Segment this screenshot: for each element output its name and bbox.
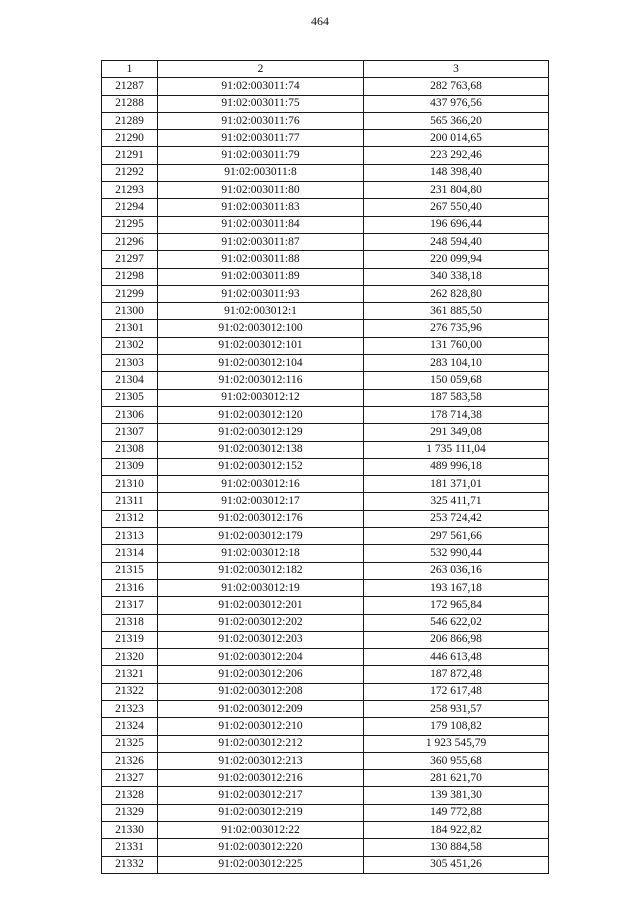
value-cell: 282 763,68 <box>364 78 549 95</box>
cadastral-number-cell: 91:02:003011:93 <box>158 285 364 302</box>
row-number-cell: 21305 <box>102 389 158 406</box>
row-number-cell: 21291 <box>102 147 158 164</box>
cadastral-number-cell: 91:02:003012:212 <box>158 735 364 752</box>
column-header-1: 1 <box>102 61 158 78</box>
row-number-cell: 21322 <box>102 683 158 700</box>
row-number-cell: 21287 <box>102 78 158 95</box>
row-number-cell: 21292 <box>102 164 158 181</box>
table-row <box>102 389 549 406</box>
cadastral-number-cell: 91:02:003012:202 <box>158 614 364 631</box>
row-number-cell: 21312 <box>102 510 158 527</box>
table-row <box>102 856 549 873</box>
table-row <box>102 839 549 856</box>
row-number-cell: 21330 <box>102 822 158 839</box>
cadastral-number-cell: 91:02:003012:138 <box>158 441 364 458</box>
value-cell: 178 714,38 <box>364 406 549 423</box>
cadastral-number-cell: 91:02:003012:18 <box>158 545 364 562</box>
value-cell: 1 735 111,04 <box>364 441 549 458</box>
value-cell: 172 965,84 <box>364 597 549 614</box>
row-number-cell: 21301 <box>102 320 158 337</box>
row-number-cell: 21317 <box>102 597 158 614</box>
table-row <box>102 147 549 164</box>
value-cell: 258 931,57 <box>364 700 549 717</box>
cadastral-number-cell: 91:02:003011:74 <box>158 78 364 95</box>
value-cell: 248 594,40 <box>364 233 549 250</box>
table-row <box>102 562 549 579</box>
value-cell: 446 613,48 <box>364 649 549 666</box>
row-number-cell: 21323 <box>102 700 158 717</box>
row-number-cell: 21296 <box>102 233 158 250</box>
row-number-cell: 21288 <box>102 95 158 112</box>
table-row <box>102 528 549 545</box>
table-row <box>102 718 549 735</box>
cadastral-number-cell: 91:02:003012:179 <box>158 528 364 545</box>
cadastral-number-cell: 91:02:003012:19 <box>158 579 364 596</box>
row-number-cell: 21302 <box>102 337 158 354</box>
cadastral-number-cell: 91:02:003012:208 <box>158 683 364 700</box>
table-body <box>102 78 549 874</box>
column-header-3: 3 <box>364 61 549 78</box>
cadastral-number-cell: 91:02:003011:83 <box>158 199 364 216</box>
value-cell: 206 866,98 <box>364 631 549 648</box>
value-cell: 253 724,42 <box>364 510 549 527</box>
row-number-cell: 21306 <box>102 406 158 423</box>
row-number-cell: 21331 <box>102 839 158 856</box>
cadastral-number-cell: 91:02:003012:1 <box>158 303 364 320</box>
table-row <box>102 579 549 596</box>
row-number-cell: 21309 <box>102 458 158 475</box>
row-number-cell: 21298 <box>102 268 158 285</box>
cadastral-number-cell: 91:02:003012:216 <box>158 770 364 787</box>
cadastral-number-cell: 91:02:003012:225 <box>158 856 364 873</box>
table-row <box>102 683 549 700</box>
value-cell: 489 996,18 <box>364 458 549 475</box>
table-row <box>102 752 549 769</box>
cadastral-number-cell: 91:02:003011:8 <box>158 164 364 181</box>
cadastral-number-cell: 91:02:003012:213 <box>158 752 364 769</box>
cadastral-number-cell: 91:02:003012:16 <box>158 476 364 493</box>
value-cell: 184 922,82 <box>364 822 549 839</box>
value-cell: 532 990,44 <box>364 545 549 562</box>
table-row <box>102 770 549 787</box>
cadastral-number-cell: 91:02:003012:209 <box>158 700 364 717</box>
cadastral-number-cell: 91:02:003011:79 <box>158 147 364 164</box>
row-number-cell: 21315 <box>102 562 158 579</box>
row-number-cell: 21327 <box>102 770 158 787</box>
table-row <box>102 510 549 527</box>
row-number-cell: 21297 <box>102 251 158 268</box>
table-row <box>102 337 549 354</box>
cadastral-number-cell: 91:02:003012:116 <box>158 372 364 389</box>
column-header-2: 2 <box>158 61 364 78</box>
value-cell: 283 104,10 <box>364 355 549 372</box>
value-cell: 267 550,40 <box>364 199 549 216</box>
table-row <box>102 614 549 631</box>
value-cell: 150 059,68 <box>364 372 549 389</box>
table-row <box>102 233 549 250</box>
value-cell: 325 411,71 <box>364 493 549 510</box>
value-cell: 565 366,20 <box>364 112 549 129</box>
table-row <box>102 216 549 233</box>
row-number-cell: 21299 <box>102 285 158 302</box>
value-cell: 361 885,50 <box>364 303 549 320</box>
cadastral-number-cell: 91:02:003012:152 <box>158 458 364 475</box>
row-number-cell: 21293 <box>102 182 158 199</box>
table-row <box>102 787 549 804</box>
value-cell: 276 735,96 <box>364 320 549 337</box>
value-cell: 130 884,58 <box>364 839 549 856</box>
cadastral-number-cell: 91:02:003012:201 <box>158 597 364 614</box>
row-number-cell: 21304 <box>102 372 158 389</box>
table-row <box>102 597 549 614</box>
row-number-cell: 21332 <box>102 856 158 873</box>
row-number-cell: 21324 <box>102 718 158 735</box>
table-row <box>102 700 549 717</box>
cadastral-number-cell: 91:02:003012:217 <box>158 787 364 804</box>
table-row <box>102 804 549 821</box>
row-number-cell: 21308 <box>102 441 158 458</box>
value-cell: 437 976,56 <box>364 95 549 112</box>
row-number-cell: 21313 <box>102 528 158 545</box>
cadastral-number-cell: 91:02:003012:203 <box>158 631 364 648</box>
cadastral-number-cell: 91:02:003011:75 <box>158 95 364 112</box>
row-number-cell: 21294 <box>102 199 158 216</box>
cadastral-number-cell: 91:02:003012:104 <box>158 355 364 372</box>
table-row <box>102 631 549 648</box>
value-cell: 231 804,80 <box>364 182 549 199</box>
table-row <box>102 95 549 112</box>
value-cell: 187 872,48 <box>364 666 549 683</box>
table-row <box>102 320 549 337</box>
table-row <box>102 649 549 666</box>
row-number-cell: 21314 <box>102 545 158 562</box>
cadastral-number-cell: 91:02:003011:76 <box>158 112 364 129</box>
row-number-cell: 21326 <box>102 752 158 769</box>
value-cell: 181 371,01 <box>364 476 549 493</box>
table-row <box>102 268 549 285</box>
row-number-cell: 21325 <box>102 735 158 752</box>
table-row <box>102 735 549 752</box>
cadastral-number-cell: 91:02:003012:182 <box>158 562 364 579</box>
value-cell: 220 099,94 <box>364 251 549 268</box>
value-cell: 340 338,18 <box>364 268 549 285</box>
table-row <box>102 130 549 147</box>
value-cell: 263 036,16 <box>364 562 549 579</box>
cadastral-number-cell: 91:02:003012:176 <box>158 510 364 527</box>
row-number-cell: 21319 <box>102 631 158 648</box>
value-cell: 297 561,66 <box>364 528 549 545</box>
table-row <box>102 164 549 181</box>
table-row <box>102 666 549 683</box>
row-number-cell: 21303 <box>102 355 158 372</box>
value-cell: 149 772,88 <box>364 804 549 821</box>
page-number: 464 <box>311 14 329 28</box>
header-row <box>102 61 549 78</box>
cadastral-number-cell: 91:02:003012:210 <box>158 718 364 735</box>
value-cell: 172 617,48 <box>364 683 549 700</box>
row-number-cell: 21320 <box>102 649 158 666</box>
value-cell: 281 621,70 <box>364 770 549 787</box>
value-cell: 139 381,30 <box>364 787 549 804</box>
row-number-cell: 21321 <box>102 666 158 683</box>
value-cell: 546 622,02 <box>364 614 549 631</box>
cadastral-number-cell: 91:02:003012:101 <box>158 337 364 354</box>
cadastral-number-cell: 91:02:003012:17 <box>158 493 364 510</box>
cadastral-number-cell: 91:02:003012:22 <box>158 822 364 839</box>
row-number-cell: 21290 <box>102 130 158 147</box>
cadastral-number-cell: 91:02:003012:206 <box>158 666 364 683</box>
table-row <box>102 441 549 458</box>
row-number-cell: 21328 <box>102 787 158 804</box>
value-cell: 179 108,82 <box>364 718 549 735</box>
cadastral-number-cell: 91:02:003012:219 <box>158 804 364 821</box>
row-number-cell: 21307 <box>102 424 158 441</box>
row-number-cell: 21300 <box>102 303 158 320</box>
table-row <box>102 199 549 216</box>
row-number-cell: 21318 <box>102 614 158 631</box>
value-cell: 131 760,00 <box>364 337 549 354</box>
value-cell: 187 583,58 <box>364 389 549 406</box>
cadastral-number-cell: 91:02:003012:120 <box>158 406 364 423</box>
cadastral-number-cell: 91:02:003011:80 <box>158 182 364 199</box>
table-row <box>102 182 549 199</box>
cadastral-number-cell: 91:02:003012:129 <box>158 424 364 441</box>
value-cell: 200 014,65 <box>364 130 549 147</box>
cadastral-number-cell: 91:02:003011:88 <box>158 251 364 268</box>
table-row <box>102 251 549 268</box>
cadastral-value-table <box>101 60 549 874</box>
row-number-cell: 21329 <box>102 804 158 821</box>
value-cell: 193 167,18 <box>364 579 549 596</box>
cadastral-number-cell: 91:02:003012:12 <box>158 389 364 406</box>
table-row <box>102 78 549 95</box>
table-row <box>102 476 549 493</box>
value-cell: 305 451,26 <box>364 856 549 873</box>
table-row <box>102 406 549 423</box>
cadastral-number-cell: 91:02:003011:89 <box>158 268 364 285</box>
row-number-cell: 21310 <box>102 476 158 493</box>
row-number-cell: 21289 <box>102 112 158 129</box>
value-cell: 148 398,40 <box>364 164 549 181</box>
table-row <box>102 372 549 389</box>
table-row <box>102 285 549 302</box>
table-row <box>102 303 549 320</box>
table-row <box>102 822 549 839</box>
cadastral-number-cell: 91:02:003011:87 <box>158 233 364 250</box>
cadastral-number-cell: 91:02:003011:84 <box>158 216 364 233</box>
row-number-cell: 21316 <box>102 579 158 596</box>
row-number-cell: 21295 <box>102 216 158 233</box>
value-cell: 223 292,46 <box>364 147 549 164</box>
cadastral-number-cell: 91:02:003011:77 <box>158 130 364 147</box>
value-cell: 196 696,44 <box>364 216 549 233</box>
value-cell: 262 828,80 <box>364 285 549 302</box>
table-row <box>102 355 549 372</box>
cadastral-number-cell: 91:02:003012:204 <box>158 649 364 666</box>
value-cell: 360 955,68 <box>364 752 549 769</box>
table-row <box>102 545 549 562</box>
table-row <box>102 112 549 129</box>
value-cell: 1 923 545,79 <box>364 735 549 752</box>
row-number-cell: 21311 <box>102 493 158 510</box>
table-row <box>102 493 549 510</box>
cadastral-number-cell: 91:02:003012:220 <box>158 839 364 856</box>
table-row <box>102 458 549 475</box>
table-row <box>102 424 549 441</box>
cadastral-number-cell: 91:02:003012:100 <box>158 320 364 337</box>
value-cell: 291 349,08 <box>364 424 549 441</box>
table-header <box>102 61 549 78</box>
